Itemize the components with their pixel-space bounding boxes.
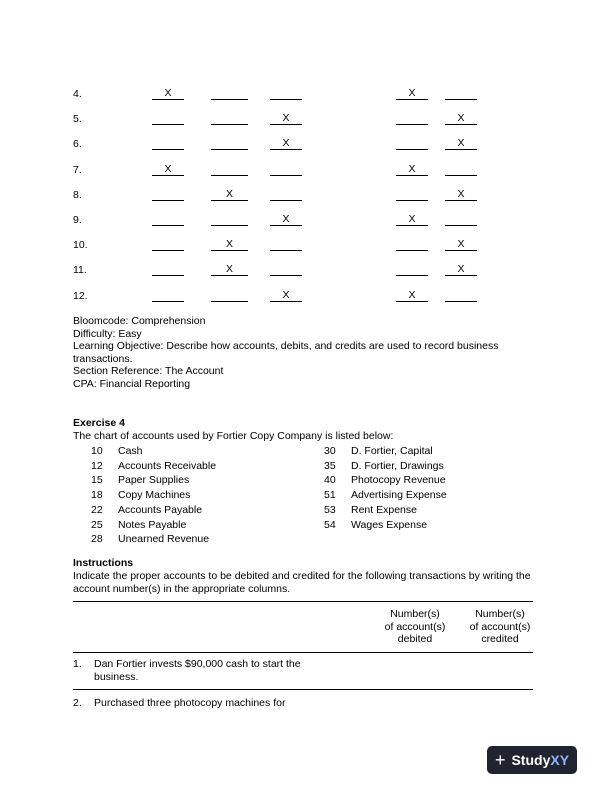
answer-blank	[211, 164, 248, 176]
answer-blank	[152, 189, 184, 201]
row-number: 6.	[73, 138, 82, 150]
answer-blank: X	[152, 88, 184, 100]
account-item: 22 Accounts Payable	[91, 503, 203, 516]
answer-blank	[445, 88, 477, 100]
row-number: 4.	[73, 88, 82, 100]
answer-blank	[152, 264, 184, 276]
account-item: 53 Rent Expense	[324, 503, 417, 516]
answer-blank	[152, 113, 184, 125]
answer-blank	[270, 189, 302, 201]
transaction-text: Purchased three photocopy machines for	[94, 697, 286, 709]
transaction-number: 2.	[73, 697, 82, 709]
answer-blank	[396, 239, 428, 251]
answer-row	[0, 239, 612, 253]
transaction-text: Dan Fortier invests $90,000 cash to start the business.	[94, 658, 301, 683]
answer-blank	[396, 138, 428, 150]
account-item: 25 Notes Payable	[91, 518, 187, 531]
answer-blank: X	[270, 113, 302, 125]
answer-blank: X	[211, 264, 248, 276]
answer-row	[0, 214, 612, 228]
answer-blank: X	[211, 189, 248, 201]
question-metadata	[73, 315, 543, 390]
row-number: 5.	[73, 113, 82, 125]
answer-blank	[445, 290, 477, 302]
row-number: 11.	[73, 264, 87, 276]
answer-blank: X	[396, 290, 428, 302]
account-item: 35 D. Fortier, Drawings	[324, 459, 444, 472]
row-number: 7.	[73, 164, 82, 176]
answer-blank	[211, 138, 248, 150]
answer-blank	[445, 164, 477, 176]
answer-blank: X	[152, 164, 184, 176]
answer-blank	[152, 239, 184, 251]
answer-blank	[270, 264, 302, 276]
answer-blank	[211, 290, 248, 302]
section-reference: Section Reference: The Account	[73, 365, 224, 377]
account-item: 28 Unearned Revenue	[91, 533, 210, 546]
difficulty: Difficulty: Easy	[73, 327, 142, 340]
account-item: 30 D. Fortier, Capital	[324, 445, 433, 457]
answer-blank: X	[270, 138, 302, 150]
answer-blank: X	[445, 138, 477, 150]
instructions-text: Indicate the proper accounts to be debited and credited for the following transactions by writing the account number(s) in the appropriate columns.	[73, 570, 531, 595]
account-item: 54 Wages Expense	[324, 518, 428, 531]
answer-blank: X	[445, 189, 477, 201]
answer-blank: X	[396, 88, 428, 100]
answer-blank	[270, 239, 302, 251]
answer-blank	[211, 113, 248, 125]
answer-blank	[152, 214, 184, 226]
accounts-left-column	[91, 444, 216, 547]
table-header-rule	[73, 652, 533, 653]
account-item: 15 Paper Supplies	[91, 474, 190, 487]
row-number: 10.	[73, 239, 88, 251]
answer-blank: X	[270, 290, 302, 302]
studyxy-logo: + Study XY	[487, 746, 577, 774]
answer-blank	[211, 214, 248, 226]
col-header-credited: Number(s) of account(s) credited	[469, 608, 531, 645]
cpa: CPA: Financial Reporting	[73, 377, 191, 390]
answer-blank	[270, 164, 302, 176]
account-item: 12 Accounts Receivable	[91, 459, 217, 472]
table-top-rule	[73, 601, 533, 602]
answer-row	[0, 113, 612, 127]
answer-blank: X	[211, 239, 248, 251]
answer-blank	[445, 214, 477, 226]
answer-blank	[270, 88, 302, 100]
table-row-rule	[73, 689, 533, 690]
answer-row	[0, 264, 612, 278]
account-item: 51 Advertising Expense	[324, 489, 447, 502]
account-item: 40 Photocopy Revenue	[324, 474, 446, 487]
col-header-debited: Number(s) of account(s) debited	[384, 608, 446, 645]
answer-blank: X	[396, 214, 428, 226]
row-number: 12.	[73, 290, 88, 302]
answer-blank: X	[270, 214, 302, 226]
answer-blank	[152, 138, 184, 150]
transaction-number: 1.	[73, 658, 82, 670]
answer-blank	[396, 264, 428, 276]
answer-blank: X	[445, 113, 477, 125]
answer-blank	[152, 290, 184, 302]
answer-row	[0, 164, 612, 178]
answer-row	[0, 290, 612, 304]
row-number: 8.	[73, 189, 82, 201]
account-item: 18 Copy Machines	[91, 489, 191, 502]
instructions-title: Instructions	[73, 557, 134, 569]
bloomcode: Bloomcode: Comprehension	[73, 315, 206, 327]
exercise-title: Exercise 4	[73, 417, 125, 429]
plus-icon: +	[494, 749, 506, 770]
answer-blank: X	[445, 264, 477, 276]
row-number: 9.	[73, 214, 82, 226]
answer-blank	[211, 88, 248, 100]
answer-row	[0, 88, 612, 102]
answer-blank	[396, 113, 428, 125]
answer-row	[0, 138, 612, 152]
accounts-right-column	[324, 444, 447, 532]
learning-objective: Learning Objective: Describe how accounts, debits, and credits are used to record business transactions.	[73, 340, 499, 365]
account-item: 10 Cash	[91, 445, 143, 457]
answer-blank: X	[445, 239, 477, 251]
exercise-intro: The chart of accounts used by Fortier Copy Company is listed below:	[73, 430, 394, 442]
answer-blank	[396, 189, 428, 201]
answer-blank: X	[396, 164, 428, 176]
answer-row	[0, 189, 612, 203]
